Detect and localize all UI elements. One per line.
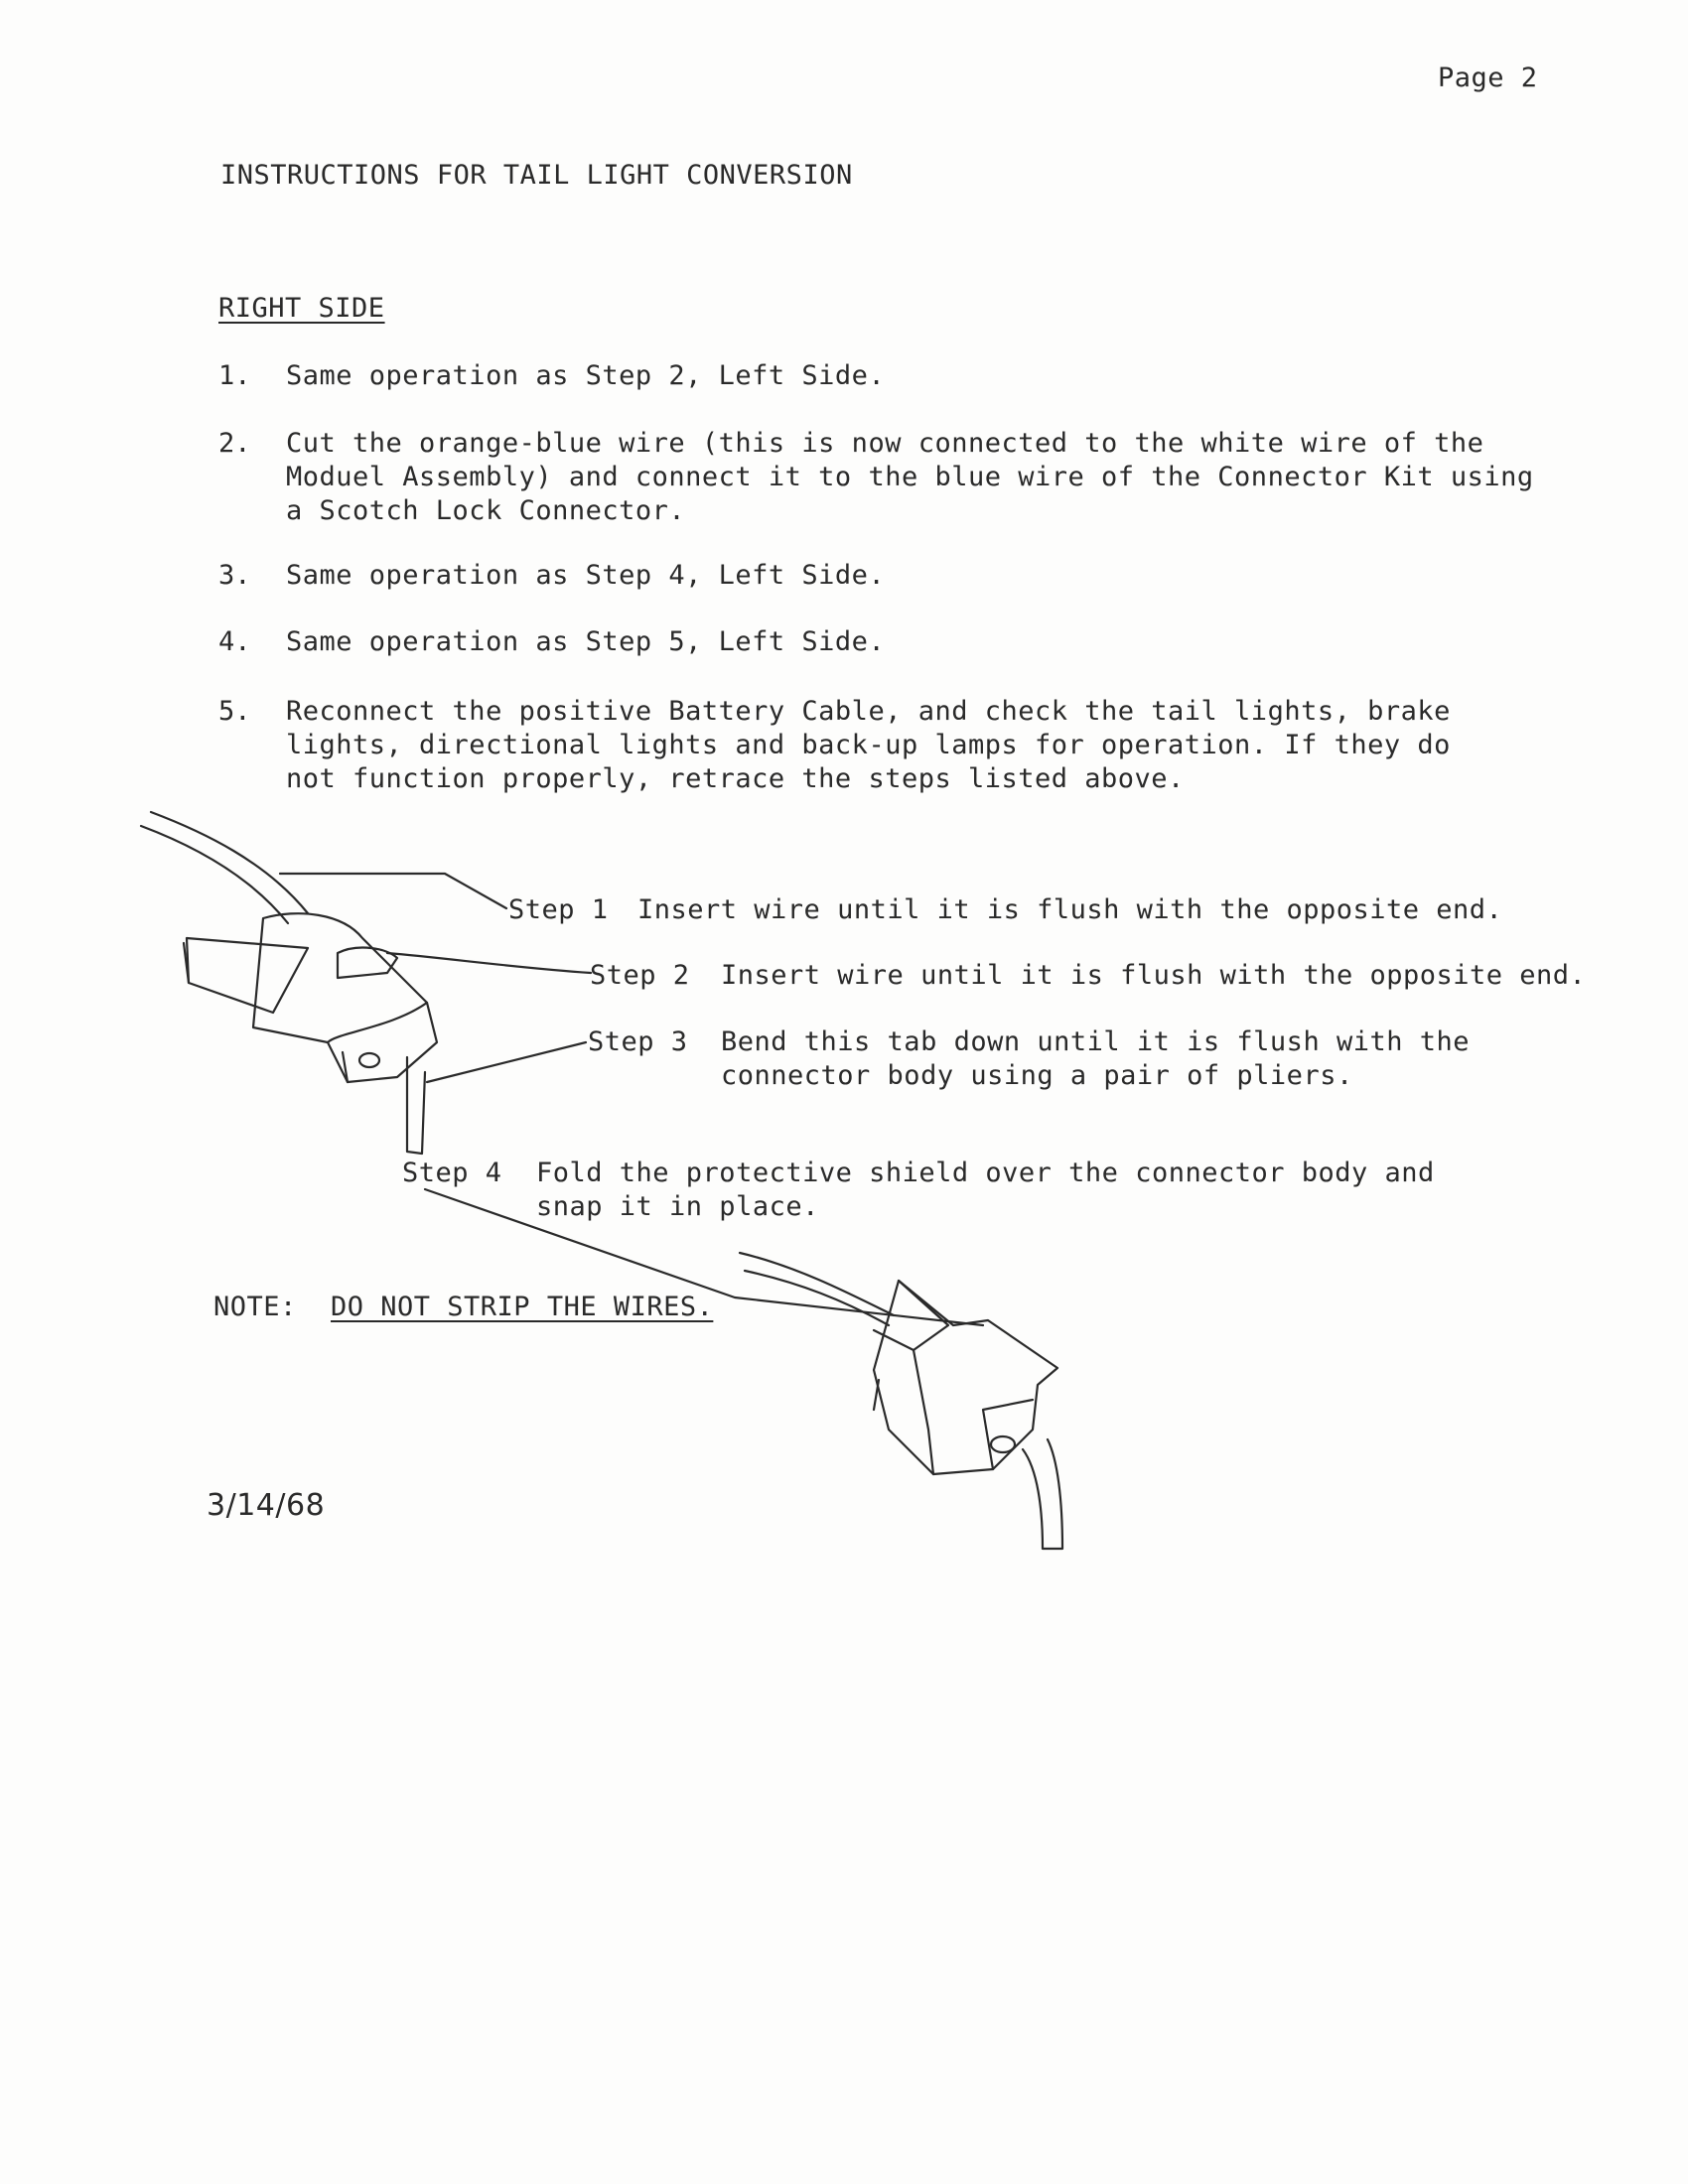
step-text: Same operation as Step 5, Left Side. [286, 626, 886, 657]
note-text: DO NOT STRIP THE WIRES. [331, 1292, 714, 1322]
lower-connector-body [874, 1281, 1057, 1474]
protective-shield [187, 938, 308, 1013]
step-text: Cut the orange-blue wire (this is now connected to the white wire of the Moduel Assembly) and connect it to the blue wire of the Connector Kit using a Scotch Lock Connector. [286, 428, 1534, 526]
step-number: 5. [218, 696, 251, 727]
section-heading: RIGHT SIDE [218, 293, 385, 324]
step-text: Reconnect the positive Battery Cable, and check the tail lights, brake lights, directional lights and back-up lamps for operation. If they do not function properly, retrace the steps listed above. [286, 696, 1451, 794]
step-number: 1. [218, 360, 251, 391]
step-text: Same operation as Step 4, Left Side. [286, 560, 886, 591]
callout-step-text: Fold the protective shield over the connector body and snap it in place. [536, 1158, 1435, 1222]
step-number: 2. [218, 428, 251, 459]
page-number: Page 2 [1438, 63, 1538, 93]
callout-step-text: Bend this tab down until it is flush with the connector body using a pair of pliers. [721, 1026, 1470, 1091]
note-label: NOTE: [213, 1292, 297, 1322]
callout-step-label: Step 3 [588, 1026, 688, 1057]
callout-step-text: Insert wire until it is flush with the opposite end. [721, 960, 1587, 991]
step-text: Same operation as Step 2, Left Side. [286, 360, 886, 391]
step-number: 3. [218, 560, 251, 591]
callout-step-text: Insert wire until it is flush with the opposite end. [637, 894, 1503, 925]
document-title: INSTRUCTIONS FOR TAIL LIGHT CONVERSION [220, 160, 853, 191]
step-number: 4. [218, 626, 251, 657]
wire-lower [407, 1057, 425, 1154]
document-date: 3/14/68 [207, 1488, 326, 1523]
callout-step-label: Step 2 [590, 960, 690, 991]
callout-step-label: Step 4 [402, 1158, 502, 1188]
callout-step-label: Step 1 [508, 894, 609, 925]
